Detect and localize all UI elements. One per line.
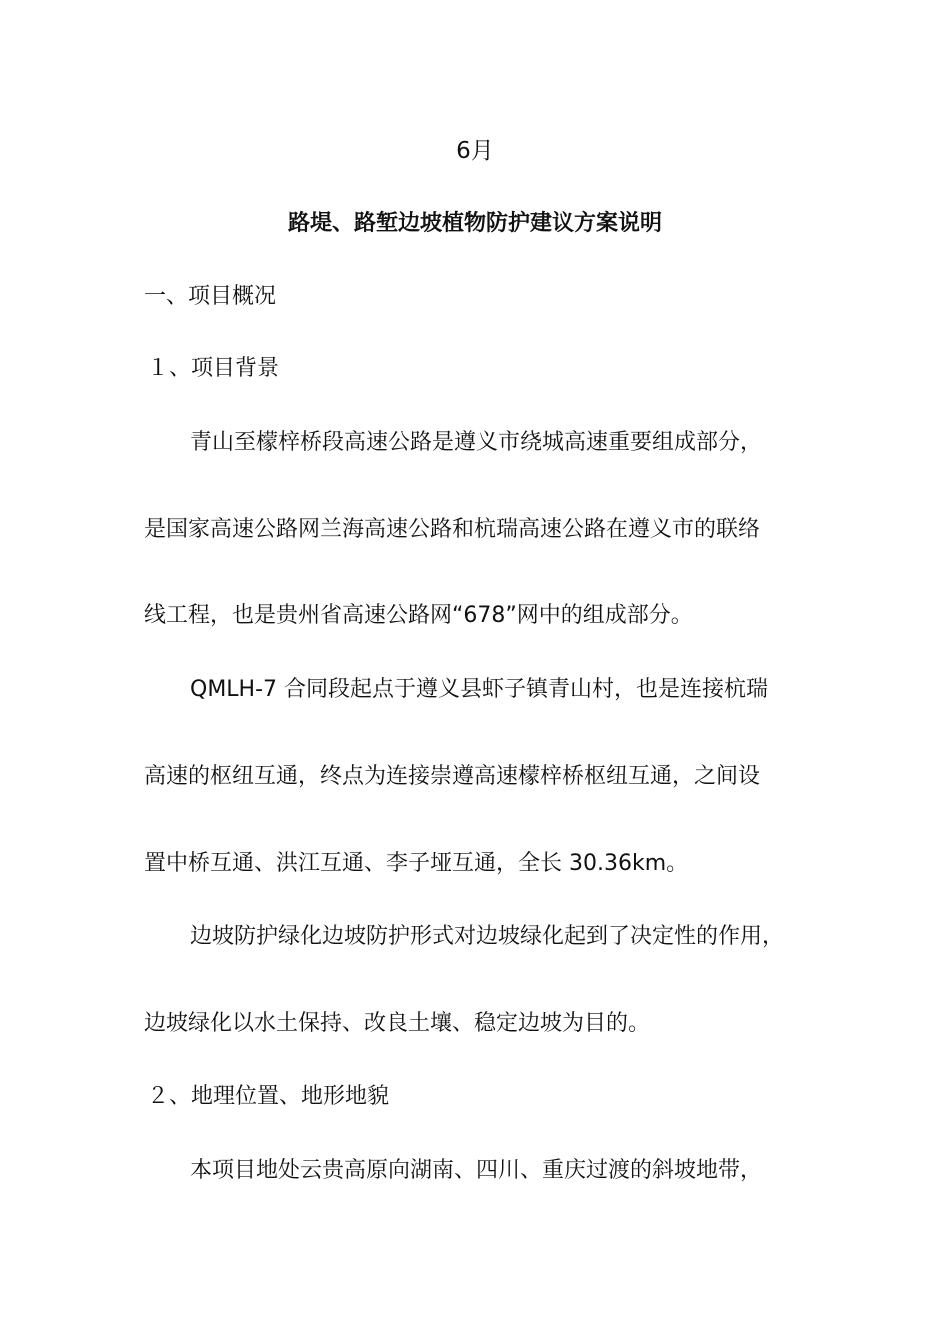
paragraph-line: 高速的枢纽互通，终点为连接崇遵高速檬梓桥枢纽互通，之间设: [144, 764, 761, 789]
document-title: 路堤、路堑边坡植物防护建议方案说明: [287, 211, 662, 236]
paragraph-line: 边坡绿化以水土保持、改良土壤、稳定边坡为目的。: [144, 1011, 651, 1036]
paragraph-line: 边坡防护绿化边坡防护形式对边坡绿化起到了决定性的作用，: [190, 924, 785, 949]
paragraph-line: 线工程，也是贵州省高速公路网“678”网中的组成部分。: [144, 603, 693, 628]
paragraph-line: 本项目地处云贵高原向湖南、四川、重庆过渡的斜坡地带，: [190, 1158, 763, 1183]
subsection-heading: ２、地理位置、地形地貌: [147, 1084, 390, 1109]
paragraph-line: QMLH-7 合同段起点于遵义县虾子镇青山村，也是连接杭瑞: [190, 677, 769, 702]
paragraph-line: 置中桥互通、洪江互通、李子垭互通，全长 30.36km。: [144, 851, 689, 876]
section-heading: 一、项目概况: [144, 284, 277, 309]
subsection-heading: １、项目背景: [147, 356, 280, 381]
paragraph-line: 是国家高速公路网兰海高速公路和杭瑞高速公路在遵义市的联络: [144, 517, 761, 542]
paragraph-line: 青山至檬梓桥段高速公路是遵义市绕城高速重要组成部分，: [190, 430, 763, 455]
document-date: 6月: [456, 138, 494, 164]
